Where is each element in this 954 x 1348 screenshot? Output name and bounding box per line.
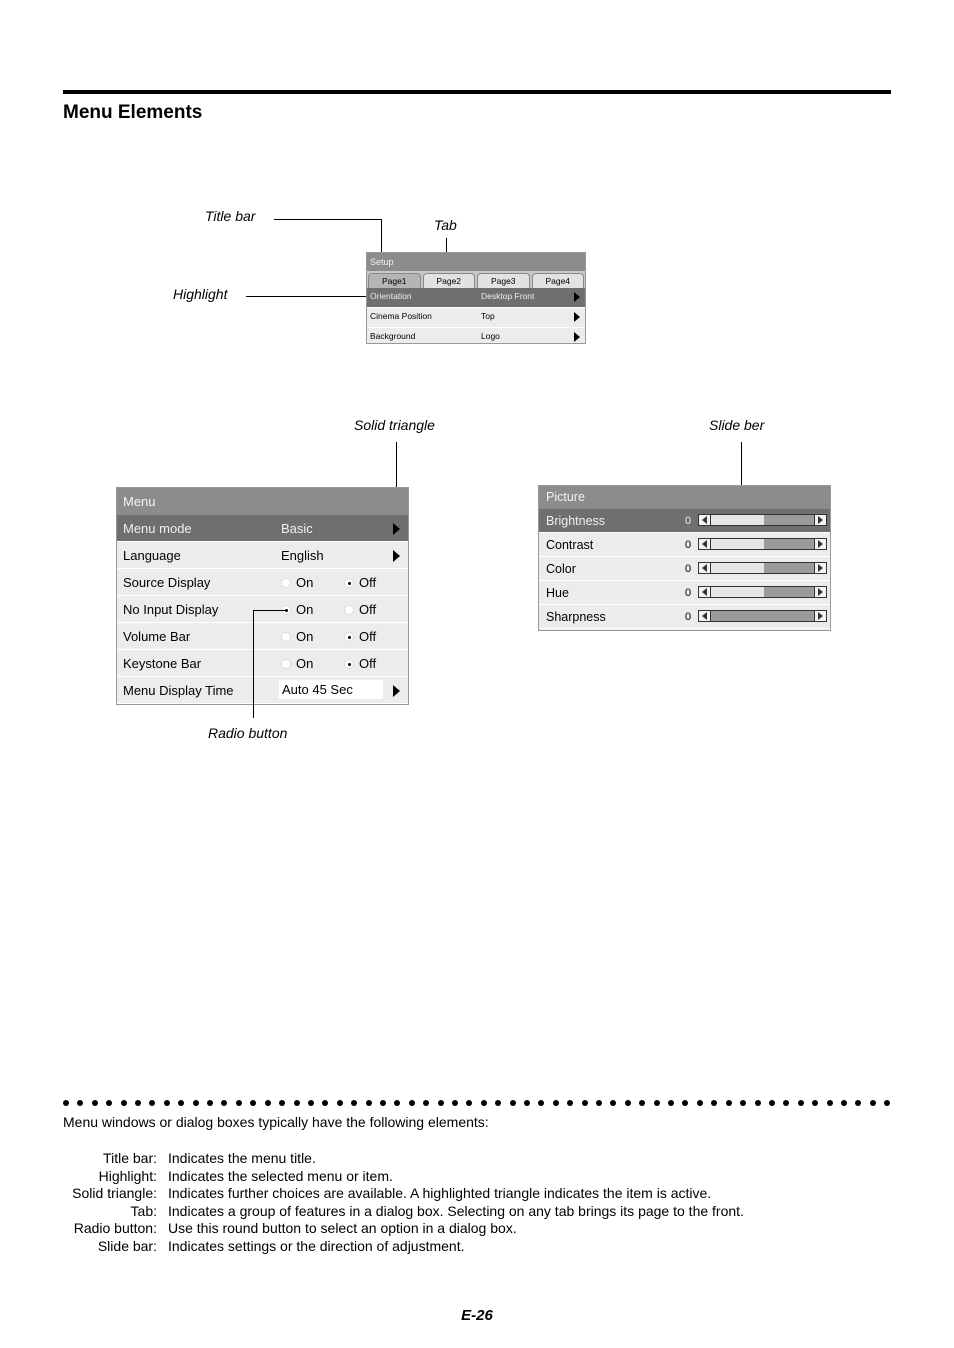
setup-row-background[interactable] [367, 328, 585, 348]
definition-row [40, 1238, 900, 1256]
separator-dot [337, 1100, 343, 1106]
triangle-right-icon[interactable] [574, 332, 580, 342]
leader-line [274, 219, 382, 220]
menu-row-label: Keystone Bar [123, 656, 202, 671]
definition-desc: Indicates settings or the direction of adjustment. [168, 1237, 465, 1254]
arrow-left-icon[interactable] [699, 611, 711, 621]
arrow-right-icon[interactable] [814, 563, 826, 573]
setup-row-value: Logo [481, 331, 500, 341]
tab-page3[interactable]: Page3 [477, 273, 530, 288]
separator-dot [380, 1100, 386, 1106]
arrow-left-icon[interactable] [699, 587, 711, 597]
radio-on[interactable] [281, 632, 291, 642]
separator-dot [193, 1100, 199, 1106]
definition-desc: Indicates the menu title. [168, 1150, 316, 1166]
radio-off-label: Off [359, 656, 377, 671]
radio-off-selected[interactable] [344, 659, 354, 669]
separator-dot [121, 1100, 127, 1106]
menu-row-value: English [281, 548, 324, 563]
picture-row-value: 0 [685, 587, 692, 599]
separator-dot [740, 1100, 746, 1106]
separator-dot [711, 1100, 717, 1106]
menu-row-menu-display-time [117, 677, 408, 704]
radio-off[interactable] [344, 605, 354, 615]
radio-on[interactable] [281, 659, 291, 669]
tab-page2[interactable]: Page2 [423, 273, 476, 288]
separator-dot [106, 1100, 112, 1106]
triangle-right-icon[interactable] [393, 523, 400, 535]
definition-term: Highlight: [98, 1167, 157, 1184]
slide-bar-fill [711, 515, 764, 525]
top-rule [63, 90, 891, 94]
separator-dot [135, 1100, 141, 1106]
separator-dot [438, 1100, 444, 1106]
separator-dot [279, 1100, 285, 1106]
slide-bar-fill [711, 539, 764, 549]
slide-bar[interactable] [698, 610, 827, 622]
picture-row-label: Hue [546, 586, 569, 600]
separator-dot [524, 1100, 530, 1106]
setup-tab-strip [367, 271, 585, 288]
picture-row-contrast[interactable] [539, 533, 830, 557]
separator-dot [178, 1100, 184, 1106]
setup-title-bar: Setup [367, 253, 585, 271]
slide-bar-fill [711, 587, 764, 597]
menu-row-label: Source Display [123, 575, 211, 590]
separator-dot [654, 1100, 660, 1106]
separator-dot [841, 1100, 847, 1106]
radio-on-label: On [296, 575, 314, 590]
separator-dot [77, 1100, 83, 1106]
separator-dot [466, 1100, 472, 1106]
definition-row [40, 1203, 900, 1221]
arrow-left-icon[interactable] [699, 539, 711, 549]
separator-dot [682, 1100, 688, 1106]
setup-row-label: Orientation [370, 291, 412, 301]
callout-title-bar: Title bar [205, 208, 256, 224]
definition-row [40, 1185, 900, 1203]
picture-row-sharpness[interactable] [539, 605, 830, 629]
separator-dot [265, 1100, 271, 1106]
separator-dot [538, 1100, 544, 1106]
separator-dot [221, 1100, 227, 1106]
leader-line [246, 296, 370, 297]
definition-term: Solid triangle: [72, 1185, 157, 1202]
separator-dot [409, 1100, 415, 1106]
display-time-field[interactable]: Auto 45 Sec [279, 680, 383, 699]
slide-bar[interactable] [698, 514, 827, 526]
definition-term: Radio button: [73, 1220, 157, 1237]
tab-page4[interactable]: Page4 [532, 273, 585, 288]
menu-row-label: Menu Display Time [123, 683, 234, 698]
separator-dot [798, 1100, 804, 1106]
page-number: E-26 [461, 1307, 493, 1324]
separator-dot [308, 1100, 314, 1106]
separator-dot [783, 1100, 789, 1106]
separator-dot [423, 1100, 429, 1106]
separator-dot [452, 1100, 458, 1106]
separator-dot [164, 1100, 170, 1106]
picture-row-label: Color [546, 562, 576, 576]
menu-row-source-display [117, 569, 408, 596]
triangle-right-icon[interactable] [574, 312, 580, 322]
menu-row-label: Menu mode [123, 521, 192, 536]
menu-row-volume-bar [117, 623, 408, 650]
separator-dot [610, 1100, 616, 1106]
radio-off-selected[interactable] [344, 632, 354, 642]
separator-dot [625, 1100, 631, 1106]
picture-row-value: 0 [685, 539, 692, 551]
triangle-right-icon[interactable] [393, 550, 400, 562]
separator-dot [394, 1100, 400, 1106]
definition-desc: Use this round button to select an option in a dialog box. [168, 1220, 517, 1237]
callout-slide-bar: Slide ber [709, 417, 765, 433]
picture-row-brightness[interactable] [539, 509, 830, 533]
slide-bar[interactable] [698, 538, 827, 550]
slide-bar[interactable] [698, 562, 827, 574]
definition-term: Title bar: [103, 1150, 157, 1166]
setup-row-orientation[interactable] [367, 288, 585, 308]
separator-dot [553, 1100, 559, 1106]
arrow-right-icon[interactable] [814, 539, 826, 549]
arrow-right-icon[interactable] [814, 611, 826, 621]
radio-on-label: On [296, 629, 314, 644]
tab-page1[interactable]: Page1 [368, 273, 421, 288]
picture-row-label: Contrast [546, 538, 594, 552]
separator-dot [755, 1100, 761, 1106]
callout-solid-triangle: Solid triangle [354, 417, 435, 433]
menu-row-value: Basic [281, 521, 313, 536]
picture-row-hue[interactable] [539, 581, 830, 605]
radio-on-label: On [296, 602, 314, 617]
separator-dot [207, 1100, 213, 1106]
separator-dot [236, 1100, 242, 1106]
leader-line [253, 610, 254, 718]
menu-row-menu-mode[interactable] [117, 515, 408, 542]
definition-desc: Indicates a group of features in a dialog box. Selecting on any tab brings its page to the front. [168, 1202, 744, 1219]
separator-dot [726, 1100, 732, 1106]
arrow-right-icon[interactable] [814, 515, 826, 525]
menu-title-bar: Menu [117, 488, 408, 515]
definition-row [40, 1150, 900, 1168]
dotted-separator [63, 1100, 891, 1110]
separator-dot [63, 1100, 69, 1106]
separator-dot [510, 1100, 516, 1106]
radio-off-label: Off [359, 602, 377, 617]
separator-dot [481, 1100, 487, 1106]
menu-row-keystone-bar [117, 650, 408, 677]
menu-row-language[interactable] [117, 542, 408, 569]
radio-on-label: On [296, 656, 314, 671]
separator-dot [884, 1100, 890, 1106]
radio-off-label: Off [359, 629, 377, 644]
arrow-left-icon[interactable] [699, 563, 711, 573]
definition-list [40, 1150, 900, 1256]
picture-row-color[interactable] [539, 557, 830, 581]
menu-row-label: No Input Display [123, 602, 219, 617]
separator-dot [582, 1100, 588, 1106]
definition-term: Tab: [130, 1202, 157, 1219]
picture-row-label: Brightness [546, 514, 606, 528]
radio-off-selected[interactable] [344, 578, 354, 588]
separator-dot [366, 1100, 372, 1106]
separator-dot [596, 1100, 602, 1106]
separator-dot [812, 1100, 818, 1106]
definition-desc: Indicates further choices are available. A highlighted triangle indicates the item is active. [168, 1185, 712, 1202]
separator-dot [351, 1100, 357, 1106]
triangle-right-icon[interactable] [574, 292, 580, 302]
picture-row-value: 0 [685, 611, 692, 623]
slide-bar-fill [711, 563, 764, 573]
separator-dot [294, 1100, 300, 1106]
setup-row-label: Cinema Position [370, 311, 432, 321]
separator-dot [769, 1100, 775, 1106]
definition-desc: Indicates the selected menu or item. [168, 1167, 393, 1184]
setup-window [366, 252, 586, 344]
callout-tab: Tab [434, 217, 457, 233]
separator-dot [855, 1100, 861, 1106]
picture-title-bar: Picture [539, 486, 830, 509]
leader-line [253, 610, 287, 611]
separator-dot [495, 1100, 501, 1106]
separator-dot [567, 1100, 573, 1106]
menu-window [116, 487, 409, 705]
slide-bar[interactable] [698, 586, 827, 598]
radio-on[interactable] [281, 578, 291, 588]
intro-text: Menu windows or dialog boxes typically have the following elements: [63, 1114, 489, 1130]
definition-row [40, 1220, 900, 1238]
separator-dot [870, 1100, 876, 1106]
arrow-right-icon[interactable] [814, 587, 826, 597]
callout-radio-button: Radio button [208, 725, 288, 741]
menu-row-label: Volume Bar [123, 629, 191, 644]
callout-highlight: Highlight [173, 286, 228, 302]
arrow-left-icon[interactable] [699, 515, 711, 525]
menu-row-label: Language [123, 548, 181, 563]
separator-dot [697, 1100, 703, 1106]
picture-row-value: 0 [685, 515, 692, 527]
separator-dot [639, 1100, 645, 1106]
setup-row-value: Desktop Front [481, 291, 535, 301]
definition-term: Slide bar: [97, 1237, 157, 1254]
setup-row-label: Background [370, 331, 416, 341]
picture-row-label: Sharpness [546, 610, 606, 624]
separator-dot [668, 1100, 674, 1106]
separator-dot [322, 1100, 328, 1106]
picture-window [538, 485, 831, 631]
page-title: Menu Elements [63, 102, 203, 123]
separator-dot [827, 1100, 833, 1106]
setup-row-value: Top [481, 311, 495, 321]
separator-dot [92, 1100, 98, 1106]
definition-row [40, 1168, 900, 1186]
setup-row-cinema-position[interactable] [367, 308, 585, 328]
triangle-right-icon[interactable] [393, 685, 400, 697]
separator-dot [149, 1100, 155, 1106]
separator-dot [250, 1100, 256, 1106]
picture-row-value: 0 [685, 563, 692, 575]
radio-off-label: Off [359, 575, 377, 590]
